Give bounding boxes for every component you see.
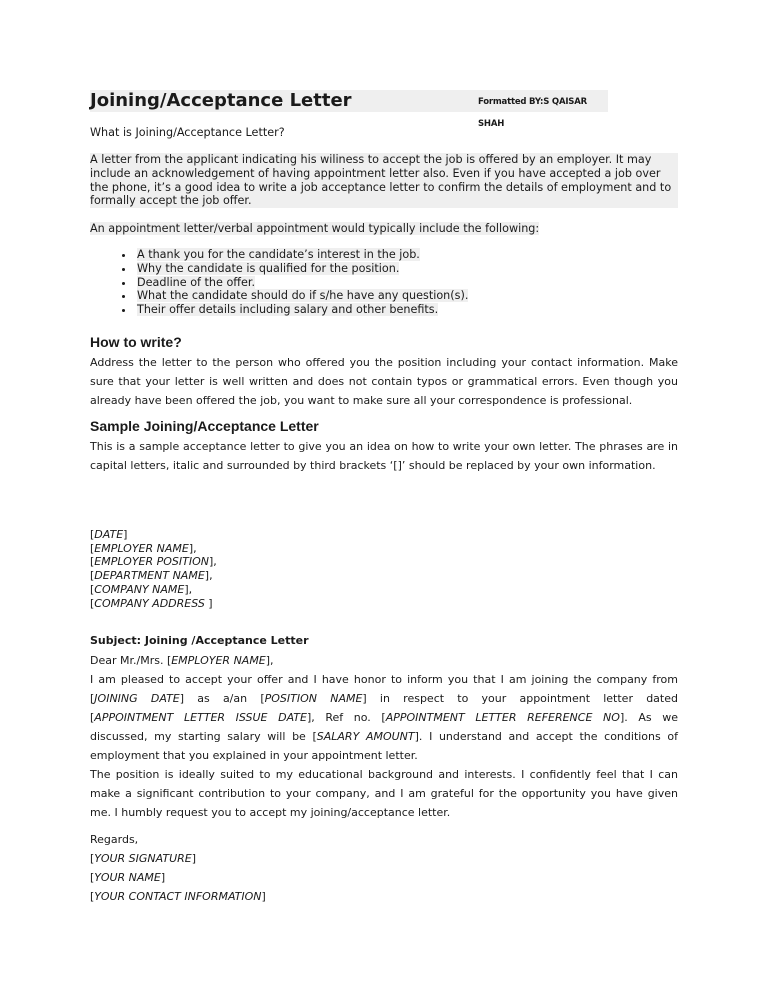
company-name-field: [COMPANY NAME], <box>90 582 193 596</box>
intro-paragraph: A letter from the applicant indicating his wiliness to accept the job is offered by an employer. It may include an acknowledgement of having appointment letter also. Even if you have accepted a job over the phone, it’s a good idea to write a job acceptance letter to confirm the details of employment and to formally accept the job offer. <box>90 153 678 208</box>
letter-text: ]. I understand and accept the conditions of <box>414 730 678 743</box>
document-title-bar <box>90 90 608 129</box>
employer-name-placeholder: EMPLOYER NAME <box>94 541 189 555</box>
signature-field: [YOUR SIGNATURE] <box>90 852 197 865</box>
contact-field: [YOUR CONTACT INFORMATION] <box>90 890 266 903</box>
list-item-text: Deadline of the offer. <box>137 275 256 289</box>
department-name-field: [DEPARTMENT NAME], <box>90 569 213 583</box>
issue-date-placeholder: APPOINTMENT LETTER ISSUE DATE <box>94 711 307 724</box>
address-block <box>90 528 217 610</box>
letter-line: [APPOINTMENT LETTER ISSUE DATE], Ref no. [APPOINTMENT LETTER REFERENCE NO]. As we <box>90 711 678 724</box>
letter-line <box>90 746 678 765</box>
joining-date-placeholder: JOINING DATE <box>94 692 180 705</box>
document-title: Joining/Acceptance Letter <box>90 90 352 111</box>
formatted-by: Formatted BY:S QAISAR SHAH <box>478 97 587 129</box>
list-item-text: A thank you for the candidate’s interest in the job. <box>137 248 420 261</box>
list-intro <box>90 222 678 236</box>
position-name-placeholder: POSITION NAME <box>264 692 363 705</box>
company-name-placeholder: COMPANY NAME <box>94 582 185 596</box>
list-item-text: What the candidate should do if s/he have any question(s). <box>137 289 469 303</box>
date-field: [DATE] <box>90 528 128 541</box>
salutation <box>90 651 678 670</box>
date-placeholder: DATE <box>94 528 124 541</box>
letter-paragraph-2: The position is ideally suited to my educational background and interests. I confidently feel that I can make a significant contribution to your company, and I am grateful for the opportunity you have given me. I humbly request you to accept my joining/acceptance letter. <box>90 768 678 819</box>
list-item <box>135 248 675 262</box>
company-address-placeholder: COMPANY ADDRESS <box>94 596 205 610</box>
list-item <box>135 303 675 317</box>
list-item-text: Why the candidate is qualified for the position. <box>137 261 400 275</box>
your-name-placeholder: YOUR NAME <box>94 871 161 884</box>
letter-text: employment that you explained in your appointment letter. <box>90 749 418 762</box>
intro-question-text: What is Joining/Acceptance Letter? <box>90 126 285 139</box>
your-name-field: [YOUR NAME] <box>90 871 166 884</box>
letter-line <box>90 727 678 746</box>
regards: Regards, <box>90 833 139 846</box>
your-signature-placeholder: YOUR SIGNATURE <box>94 852 192 865</box>
letter-text: I am pleased to accept your offer and I have honor to inform you that I am joining the company from <box>90 673 678 686</box>
letter-subject: Subject: Joining /Acceptance Letter <box>90 634 309 647</box>
requirements-list <box>90 248 675 317</box>
employer-position-field: [EMPLOYER POSITION], <box>90 555 217 569</box>
list-intro-text: An appointment letter/verbal appointment would typically include the following: <box>90 222 540 235</box>
how-to-heading: How to write? <box>90 334 182 350</box>
letter-text: ], Ref no. [ <box>306 711 386 724</box>
department-name-placeholder: DEPARTMENT NAME <box>94 569 205 583</box>
salutation-prefix: Dear Mr./Mrs. [ <box>90 654 172 667</box>
employer-position-placeholder: EMPLOYER POSITION <box>94 555 209 569</box>
letter-body <box>90 651 678 906</box>
list-item <box>135 289 675 303</box>
salary-amount-placeholder: SALARY AMOUNT <box>316 730 415 743</box>
list-item <box>135 276 675 290</box>
your-contact-placeholder: YOUR CONTACT INFORMATION <box>94 890 262 903</box>
letter-text: ] as a/an [ <box>179 692 265 705</box>
list-item <box>135 262 675 276</box>
letter-text: ]. As we <box>619 711 678 724</box>
sample-text: This is a sample acceptance letter to give you an idea on how to write your own letter. The phrases are in capital letters, italic and surrounded by third brackets ‘[]’ should be replaced by your own information. <box>90 440 678 472</box>
letter-text: discussed, my starting salary will be [ <box>90 730 317 743</box>
intro-question <box>90 126 678 140</box>
letter-line <box>90 670 678 689</box>
list-item-text: Their offer details including salary and other benefits. <box>137 303 439 317</box>
employer-name-field: [EMPLOYER NAME], <box>90 541 197 555</box>
salutation-placeholder: EMPLOYER NAME <box>171 654 266 667</box>
salutation-suffix: ], <box>265 654 274 667</box>
company-address-field: [COMPANY ADDRESS ] <box>90 596 213 610</box>
letter-text: ] in respect to your appointment letter dated <box>362 692 678 705</box>
how-to-text: Address the letter to the person who offered you the position including your contact information. Make sure that your letter is well written and does not contain typos or grammatical errors. Even though you already have been offered the job, you want to make sure all your correspondence is professional. <box>90 356 678 407</box>
letter-line: [JOINING DATE] as a/an [POSITION NAME] in respect to your appointment letter dated <box>90 692 678 705</box>
sample-heading: Sample Joining/Acceptance Letter <box>90 418 319 434</box>
reference-no-placeholder: APPOINTMENT LETTER REFERENCE NO <box>385 711 620 724</box>
